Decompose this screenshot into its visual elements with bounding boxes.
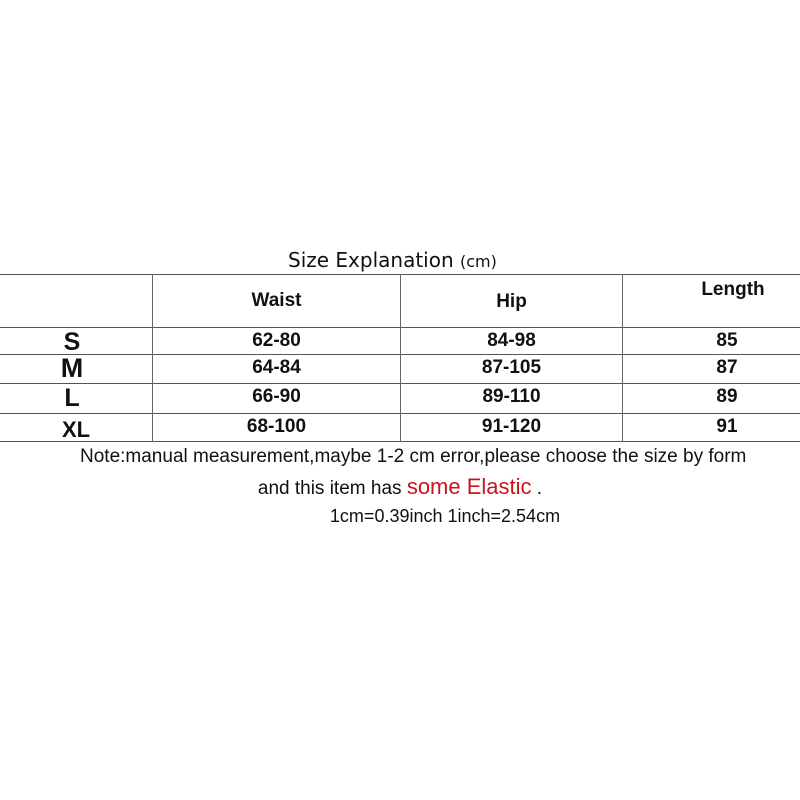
unit-conversion-note: 1cm=0.39inch 1inch=2.54cm [329, 506, 561, 526]
elastic-highlight: some Elastic [406, 474, 532, 499]
size-label-l: L [64, 384, 80, 412]
length-l: 89 [716, 386, 738, 407]
hip-m: 87-105 [481, 357, 542, 378]
header-length: Length [701, 279, 765, 300]
hip-l: 89-110 [482, 386, 541, 407]
size-label-xl: XL [61, 417, 91, 442]
waist-s: 62-80 [252, 330, 301, 351]
title-unit: (cm) [460, 252, 497, 271]
hip-s: 84-98 [487, 330, 536, 351]
length-xl: 91 [716, 416, 738, 437]
page-title [288, 248, 497, 272]
waist-xl: 68-100 [246, 416, 307, 437]
header-waist: Waist [251, 290, 302, 311]
elastic-note-prefix: and this item has [257, 478, 407, 499]
waist-m: 64-84 [252, 357, 301, 378]
header-hip: Hip [496, 291, 527, 312]
title-text: Size Explanation [288, 248, 454, 272]
length-s: 85 [716, 330, 738, 351]
size-table [0, 274, 800, 442]
size-label-m: M [60, 353, 84, 383]
elastic-note [0, 474, 800, 500]
elastic-note-suffix: . [531, 478, 543, 499]
hip-xl: 91-120 [481, 416, 542, 437]
length-m: 87 [716, 357, 738, 378]
waist-l: 66-90 [252, 386, 301, 407]
measurement-note: Note:manual measurement,maybe 1-2 cm error,please choose the size by form [80, 446, 747, 467]
size-label-s: S [63, 328, 81, 356]
